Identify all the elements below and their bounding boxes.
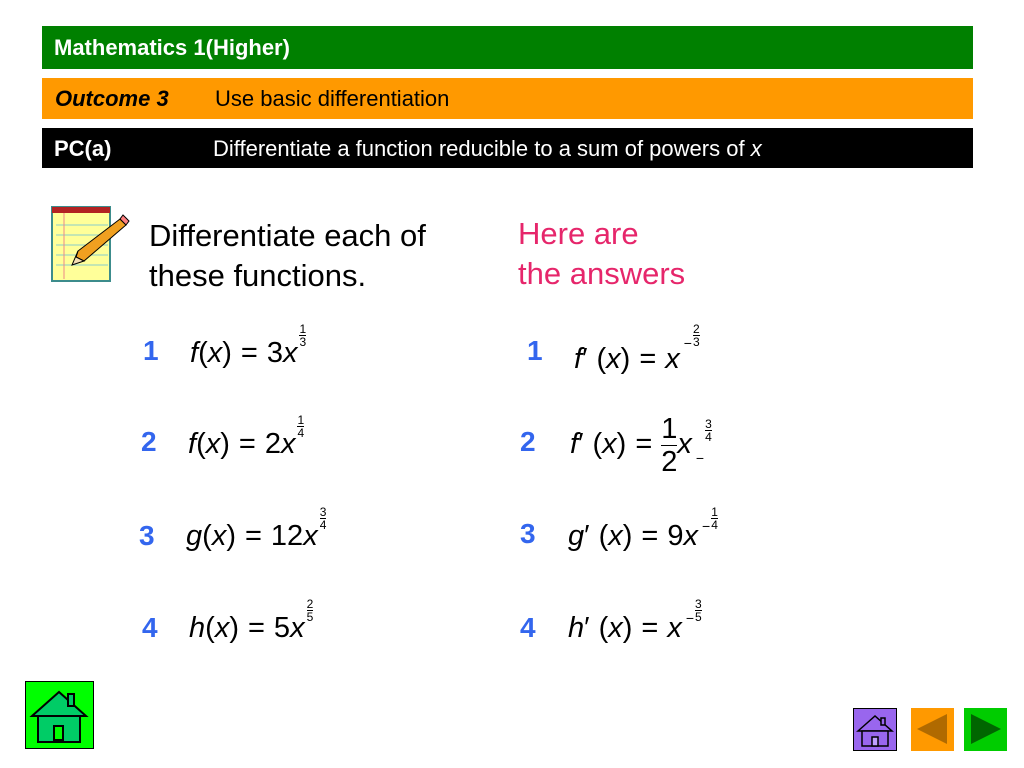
answer-2-equation: f′ (x) = $\frac{1}{2}$ x − $\frac{3}{4}$ (570, 412, 712, 478)
outcome-label: Outcome 3 (55, 86, 169, 111)
question-number: 1 (143, 335, 159, 366)
instruction-text: Differentiate each of these functions. (149, 218, 426, 293)
course-title-bar (42, 26, 973, 69)
notepad-pencil-icon (50, 205, 130, 285)
question-2-equation: f(x) = 2x $\frac{1}{4}$ (188, 413, 305, 460)
outcome-bar (42, 78, 973, 119)
answer-number: 3 (520, 518, 536, 549)
answers-heading: Here are the answers (518, 216, 686, 291)
pc-bar (42, 128, 973, 168)
pc-text: Differentiate a function reducible to a sum of powers of x (213, 136, 762, 161)
answer-4-equation: h′ (x) = x − $\frac{3}{5}$ (568, 597, 702, 644)
forward-button[interactable] (964, 708, 1007, 751)
back-arrow-icon (911, 708, 954, 751)
pc-label: PC(a) (54, 136, 112, 161)
question-number: 4 (142, 612, 158, 643)
question-number: 2 (141, 426, 157, 457)
question-1-equation: f(x) = 3x $\frac{1}{3}$ (190, 322, 307, 369)
home-icon (26, 682, 93, 748)
course-title: Mathematics 1(Higher) (54, 35, 290, 60)
question-number: 3 (139, 520, 155, 551)
home-button[interactable] (25, 681, 94, 749)
question-3-equation: g(x) = 12x $\frac{3}{4}$ (186, 505, 327, 552)
home-icon (854, 709, 896, 750)
answer-3-equation: g′ (x) = 9x − $\frac{1}{4}$ (568, 505, 718, 552)
question-4-equation: h(x) = 5x $\frac{2}{5}$ (189, 597, 314, 644)
answer-1-equation: f′ (x) = x − $\frac{2}{3}$ (574, 322, 700, 375)
home-nav-button[interactable] (853, 708, 897, 751)
forward-arrow-icon (964, 708, 1007, 751)
answer-number: 1 (527, 335, 543, 366)
outcome-text: Use basic differentiation (215, 86, 450, 111)
answer-number: 2 (520, 426, 536, 457)
back-button[interactable] (911, 708, 954, 751)
answer-number: 4 (520, 612, 536, 643)
